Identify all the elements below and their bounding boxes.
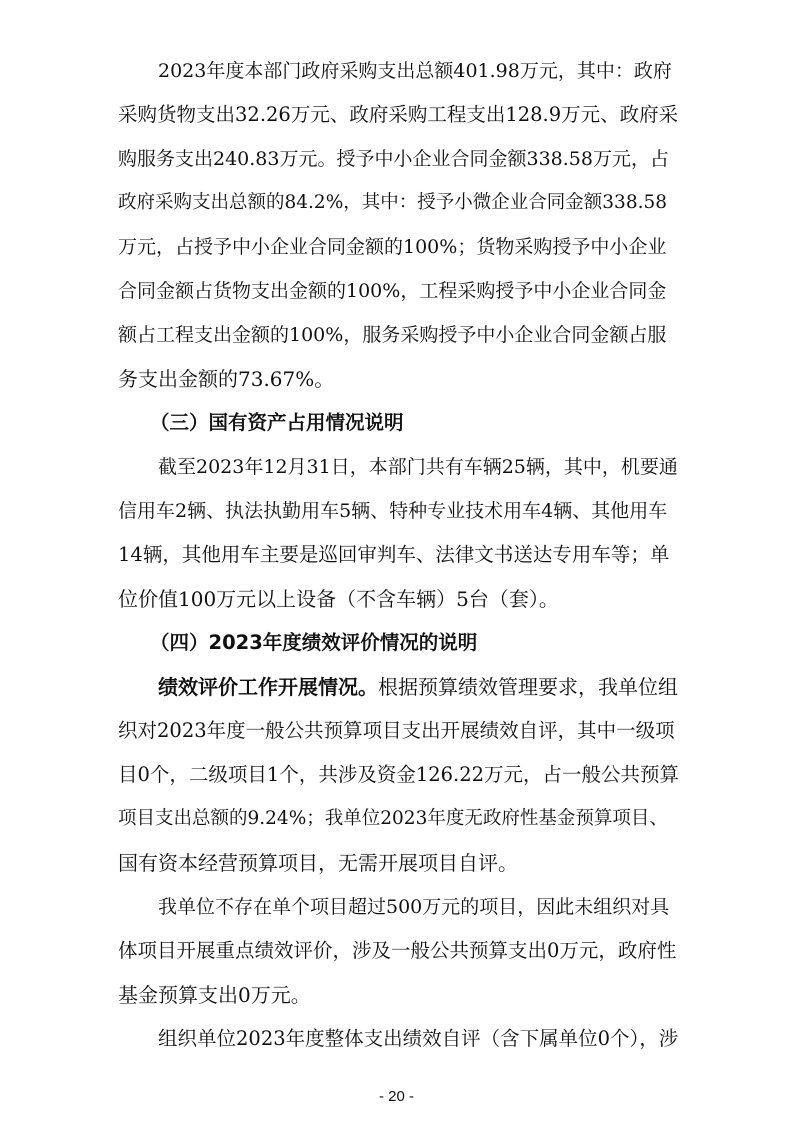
assets-line-4: 位价值100万元以上设备（不含车辆）5台（套）。	[118, 587, 559, 611]
performance-line-5: 国有资本经营预算项目，无需开展项目自评。	[118, 851, 518, 875]
procurement-line-7: 额占工程支出金额的100%，服务采购授予中小企业合同金额占服	[118, 324, 667, 346]
procurement-line-5: 万元，占授予中小企业合同金额的100%；货物采购授予中小企业	[118, 236, 667, 258]
procurement-line-3: 购服务支出240.83万元。授予中小企业合同金额338.58万元，占	[118, 148, 669, 170]
performance-lead-line	[158, 675, 678, 699]
section-heading-performance: （四）2023年度绩效评价情况的说明	[150, 631, 478, 654]
overall-evaluation-line-1: 组织单位2023年度整体支出绩效自评（含下属单位0个），涉	[158, 1027, 679, 1050]
major-project-line-3: 基金预算支出0万元。	[118, 983, 311, 1007]
performance-line-4: 项目支出总额的9.24%；我单位2023年度无政府性基金预算项目、	[118, 808, 668, 829]
procurement-line-6: 合同金额占货物支出金额的100%，工程采购授予中小企业合同金	[118, 280, 667, 302]
performance-line-2: 织对2023年度一般公共预算项目支出开展绩效自评，其中一级项	[118, 719, 675, 742]
performance-lead-bold: 绩效评价工作开展情况。	[158, 675, 378, 699]
procurement-line-4: 政府采购支出总额的84.2%，其中：授予小微企业合同金额338.58	[118, 192, 668, 213]
performance-lead-rest: 根据预算绩效管理要求，我单位组	[378, 675, 678, 699]
procurement-line-1: 2023年度本部门政府采购支出总额401.98万元，其中：政府	[158, 60, 672, 82]
performance-line-3: 目0个，二级项目1个，共涉及资金126.22万元，占一般公共预算	[118, 763, 680, 786]
major-project-line-1: 我单位不存在单个项目超过500万元的项目，因此未组织对具	[158, 896, 670, 918]
section-heading-assets: （三）国有资产占用情况说明	[150, 411, 404, 434]
assets-line-1: 截至2023年12月31日，本部门共有车辆25辆，其中，机要通	[158, 456, 678, 478]
procurement-line-2: 采购货物支出32.26万元、政府采购工程支出128.9万元、政府采	[118, 103, 679, 126]
assets-line-3: 14辆，其他用车主要是巡回审判车、法律文书送达专用车等；单	[118, 543, 670, 566]
major-project-line-2: 体项目开展重点绩效评价，涉及一般公共预算支出0万元，政府性	[118, 939, 677, 962]
assets-line-2: 信用车2辆、执法执勤用车5辆、特种专业技术用车4辆、其他用车	[118, 500, 668, 522]
procurement-line-8: 务支出金额的73.67%。	[118, 367, 335, 391]
page-number: - 20 -	[378, 1088, 414, 1105]
